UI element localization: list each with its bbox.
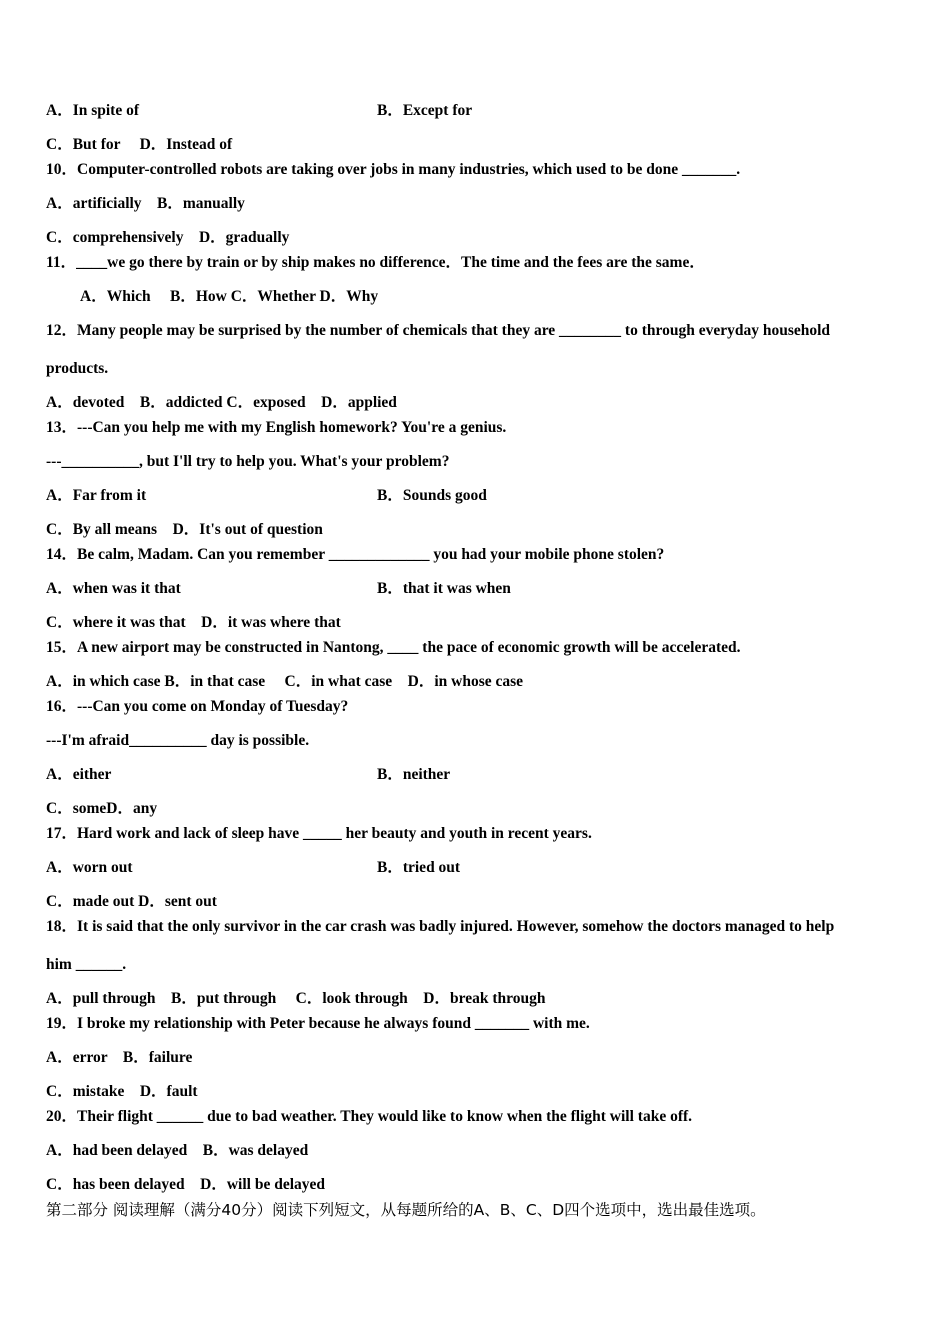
question-12: 12．Many people may be surprised by the number of chemicals that they are ________ to through everyday household <box>46 322 831 339</box>
option-line: C．someD．any <box>46 800 158 817</box>
section-heading-reading: 第二部分 阅读理解（满分40分）阅读下列短文，从每题所给的A、B、C、D四个选项中，选出最佳选项。 <box>46 1201 766 1219</box>
option-line <box>46 765 451 785</box>
question-16-response: ---I'm afraid__________ day is possible. <box>46 732 310 749</box>
option-line <box>46 486 487 506</box>
option-a: A．worn out <box>46 859 133 876</box>
question-16: 16．---Can you come on Monday of Tuesday? <box>46 698 349 715</box>
option-line: A．Which B．How C．Whether D．Why <box>80 288 379 305</box>
option-b: B．Sounds good <box>377 487 487 504</box>
question-14: 14．Be calm, Madam. Can you remember _____________ you had your mobile phone stolen? <box>46 546 665 563</box>
option-line: C．By all means D．It's out of question <box>46 521 323 538</box>
question-12-continued: products. <box>46 360 109 377</box>
option-a: A．when was it that <box>46 580 181 597</box>
option-b: B．tried out <box>377 859 461 876</box>
question-10: 10．Computer-controlled robots are taking over jobs in many industries, which used to be done _______. <box>46 161 741 178</box>
option-line: C．But for D．Instead of <box>46 136 233 153</box>
option-line: C．has been delayed D．will be delayed <box>46 1176 326 1193</box>
question-15: 15．A new airport may be constructed in Nantong, ____ the pace of economic growth will be accelerated. <box>46 639 741 656</box>
option-b: B．neither <box>377 766 451 783</box>
option-a: A．In spite of <box>46 102 140 119</box>
option-line <box>46 101 473 121</box>
option-line: A．pull through B．put through C．look through D．break through <box>46 990 546 1007</box>
question-18: 18．It is said that the only survivor in the car crash was badly injured. However, somehow the doctors managed to help <box>46 918 835 935</box>
option-b: B．Except for <box>377 102 473 119</box>
option-line: A．artificially B．manually <box>46 195 245 212</box>
question-19: 19．I broke my relationship with Peter because he always found _______ with me. <box>46 1015 590 1032</box>
option-line: C．comprehensively D．gradually <box>46 229 290 246</box>
option-line: C．mistake D．fault <box>46 1083 198 1100</box>
option-a: A．Far from it <box>46 487 147 504</box>
option-line <box>46 858 461 878</box>
option-a: A．either <box>46 766 112 783</box>
option-line: A．had been delayed B．was delayed <box>46 1142 309 1159</box>
question-17: 17．Hard work and lack of sleep have _____ her beauty and youth in recent years. <box>46 825 592 842</box>
option-line: A．in which case B．in that case C．in what case D．in whose case <box>46 673 524 690</box>
option-line: C．made out D．sent out <box>46 893 217 910</box>
option-line: C．where it was that D．it was where that <box>46 614 341 631</box>
option-line: A．error B．failure <box>46 1049 193 1066</box>
option-b: B．that it was when <box>377 580 511 597</box>
question-18-continued: him ______. <box>46 956 127 973</box>
option-line: A．devoted B．addicted C．exposed D．applied <box>46 394 397 411</box>
option-line <box>46 579 511 599</box>
question-13-response: ---__________, but I'll try to help you. What's your problem? <box>46 453 450 470</box>
question-11: 11．____we go there by train or by ship makes no difference．The time and the fees are the same． <box>46 254 705 271</box>
question-13: 13．---Can you help me with my English homework? You're a genius. <box>46 419 507 436</box>
question-20: 20．Their flight ______ due to bad weather. They would like to know when the flight will take off. <box>46 1108 693 1125</box>
